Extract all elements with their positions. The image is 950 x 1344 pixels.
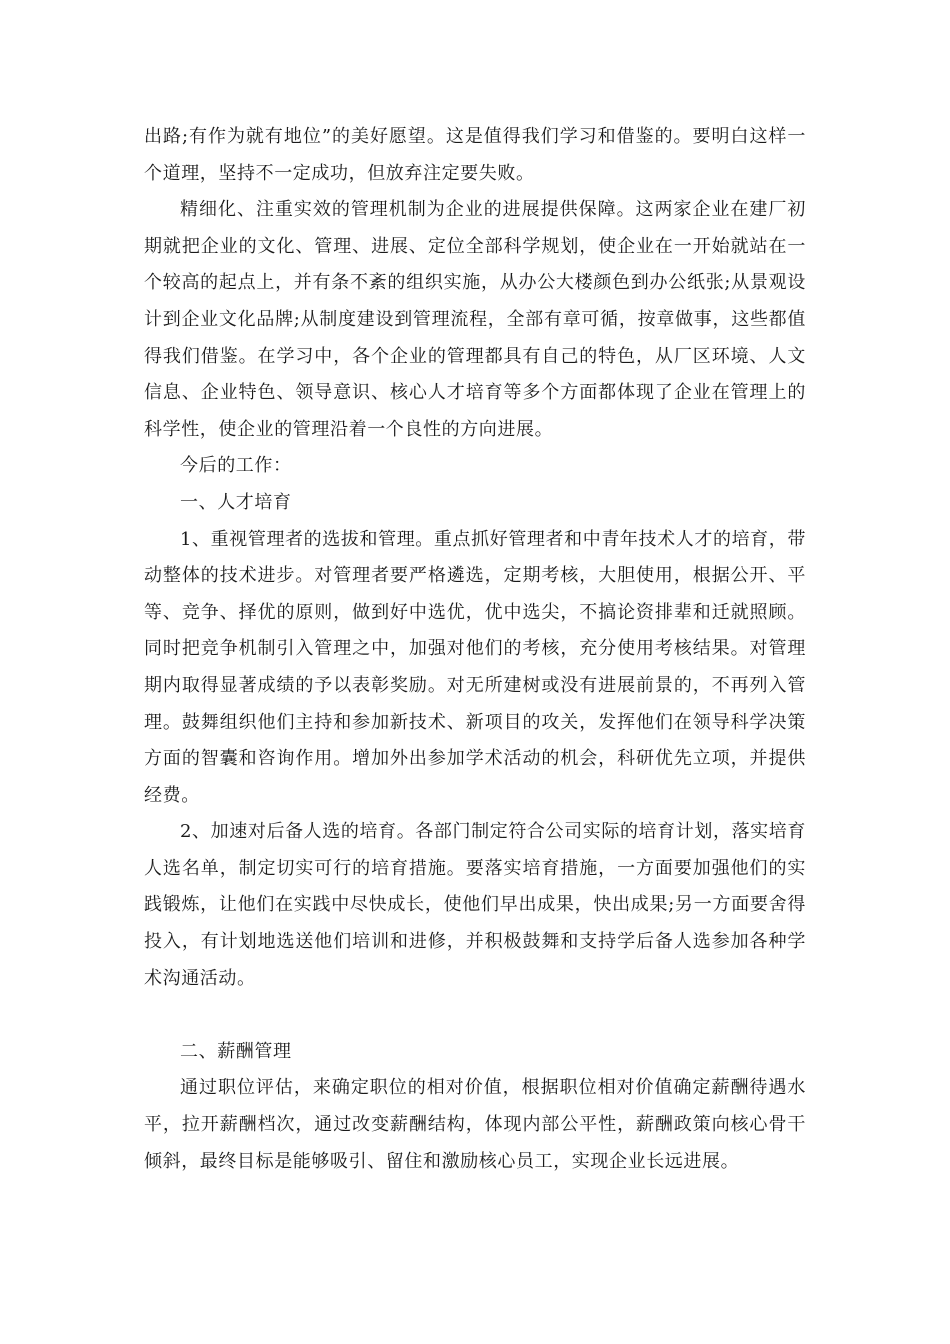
paragraph-manager-selection: 1、重视管理者的选拔和管理。重点抓好管理者和中青年技术人才的培育，带动整体的技术进步。对管理者要严格遴选，定期考核，大胆使用，根据公开、平等、竞争、择优的原则，做到好中选优，优中选尖，不搞论资排辈和迁就照顾。同时把竞争机制引入管理之中，加强对他们的考核，充分使用考核结果。对管理期内取得显著成绩的予以表彰奖励。对无所建树或没有进展前景的，不再列入管理。鼓舞组织他们主持和参加新技术、新项目的攻关，发挥他们在领导科学决策方面的智囊和咨询作用。增加外出参加学术活动的机会，科研优先立项，并提供经费。 bbox=[144, 528, 806, 806]
heading-talent-cultivation: 一、人才培育 bbox=[180, 491, 292, 513]
paragraph-reserve-candidates: 2、加速对后备人选的培育。各部门制定符合公司实际的培育计划，落实培育人选名单，制定切实可行的培育措施。要落实培育措施，一方面要加强他们的实践锻炼，让他们在实践中尽快成长，使他们早出成果，快出成果;另一方面要舍得投入，有计划地选送他们培训和进修，并积极鼓舞和支持学后备人选参加各种学术沟通活动。 bbox=[144, 821, 806, 989]
heading-compensation: 二、薪酬管理 bbox=[180, 1040, 292, 1062]
blank-line bbox=[144, 997, 806, 1034]
document-body bbox=[144, 119, 806, 1180]
paragraph-compensation: 通过职位评估，来确定职位的相对价值，根据职位相对价值确定薪酬待遇水平，拉开薪酬档次，通过改变薪酬结构，体现内部公平性，薪酬政策向核心骨干倾斜，最终目标是能够吸引、留住和激励核心员工，实现企业长远进展。 bbox=[144, 1077, 806, 1172]
paragraph-management-mechanism: 精细化、注重实效的管理机制为企业的进展提供保障。这两家企业在建厂初期就把企业的文化、管理、进展、定位全部科学规划，使企业在一开始就站在一个较高的起点上，并有条不紊的组织实施，从办公大楼颜色到办公纸张;从景观设计到企业文化品牌;从制度建设到管理流程，全部有章可循，按章做事，这些都值得我们借鉴。在学习中，各个企业的管理都具有自己的特色，从厂区环境、人文信息、企业特色、领导意识、核心人才培育等多个方面都体现了企业在管理上的科学性，使企业的管理沿着一个良性的方向进展。 bbox=[144, 199, 806, 440]
heading-future-work: 今后的工作： bbox=[180, 455, 292, 477]
paragraph-continuation: 出路;有作为就有地位”的美好愿望。这是值得我们学习和借鉴的。要明白这样一个道理，坚持不一定成功，但放弃注定要失败。 bbox=[144, 126, 806, 184]
